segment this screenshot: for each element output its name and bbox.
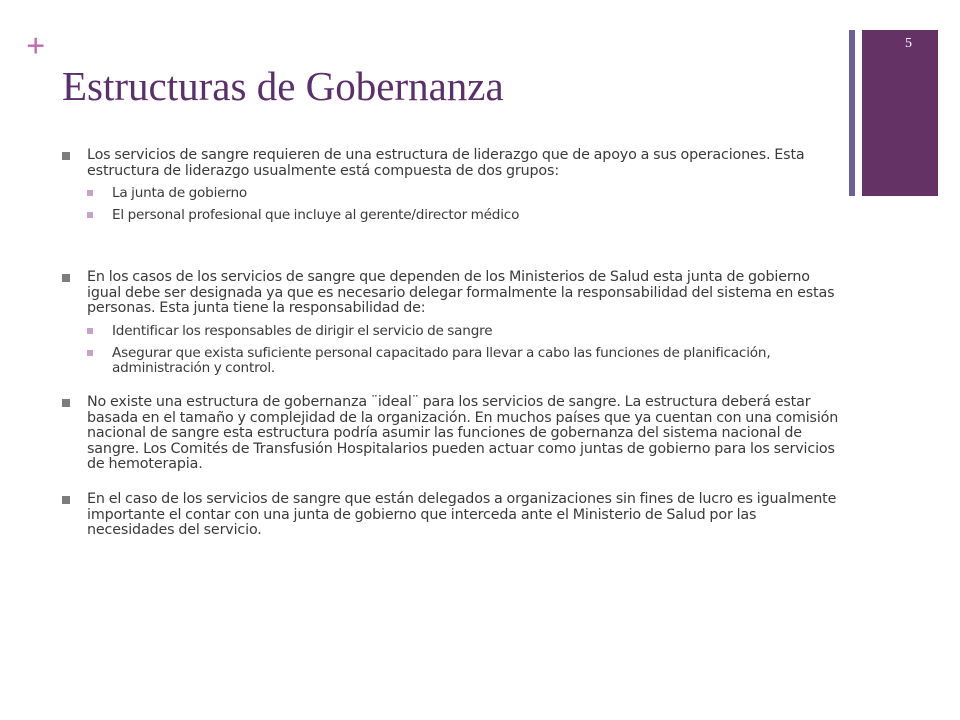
bullet-item [62,395,842,473]
sub-bullet-item [62,346,842,376]
slide-title: Estructuras de Gobernanza [62,63,504,109]
sub-bullet-item [62,324,842,339]
sub-bullet-text: Identificar los responsables de dirigir el servicio de sangre [112,322,493,339]
square-bullet-icon [87,212,93,218]
square-bullet-icon [62,496,70,504]
bullet-item [62,270,842,317]
bullet-item [62,492,842,539]
page-number: 5 [905,36,912,51]
square-bullet-icon [87,350,93,356]
sub-bullet-text: Asegurar que exista suficiente personal capacitado para llevar a cabo las funciones de planificación, administración y control. [112,344,771,376]
bullet-text: En los casos de los servicios de sangre que dependen de los Ministerios de Salud esta junta de gobierno igual debe ser designada ya que es necesario delegar formalmente la responsabilidad del sistema en estas personas. Esta junta tiene la responsabilidad de: [87,269,835,317]
sub-bullet-text: El personal profesional que incluye al gerente/director médico [112,207,520,224]
square-bullet-icon [62,274,70,282]
square-bullet-icon [62,399,70,407]
bullet-text: Los servicios de sangre requieren de una estructura de liderazgo que de apoyo a sus operaciones. Esta estructura de liderazgo usualmente está compuesta de dos grupos: [87,147,805,179]
plus-icon: + [26,28,46,65]
square-bullet-icon [87,190,93,196]
square-bullet-icon [62,152,70,160]
bullet-text: No existe una estructura de gobernanza ¨ideal¨ para los servicios de sangre. La estructura deberá estar basada en el tamaño y complejidad de la organización. En muchos países que ya cuentan con una comisión nacional de sangre esta estructura podría asumir las funciones de gobernanza del sistema nacional de sangre. Los Comités de Transfusión Hospitalarios pueden actuar como juntas de gobierno para los servicios de hemoterapia. [87,393,839,473]
square-bullet-icon [87,328,93,334]
bullet-text: En el caso de los servicios de sangre que están delegados a organizaciones sin fines de lucro es igualmente importante el contar con una junta de gobierno que interceda ante el Ministerio de Salud por las necesidades del servicio. [87,490,837,539]
decorative-bar-thin [849,30,855,196]
sub-bullet-text: La junta de gobierno [112,185,248,202]
bullet-item [62,148,842,179]
sub-bullet-item [62,186,842,201]
sub-bullet-item [62,208,842,223]
slide-content [62,148,842,539]
decorative-bar-wide [862,30,938,196]
